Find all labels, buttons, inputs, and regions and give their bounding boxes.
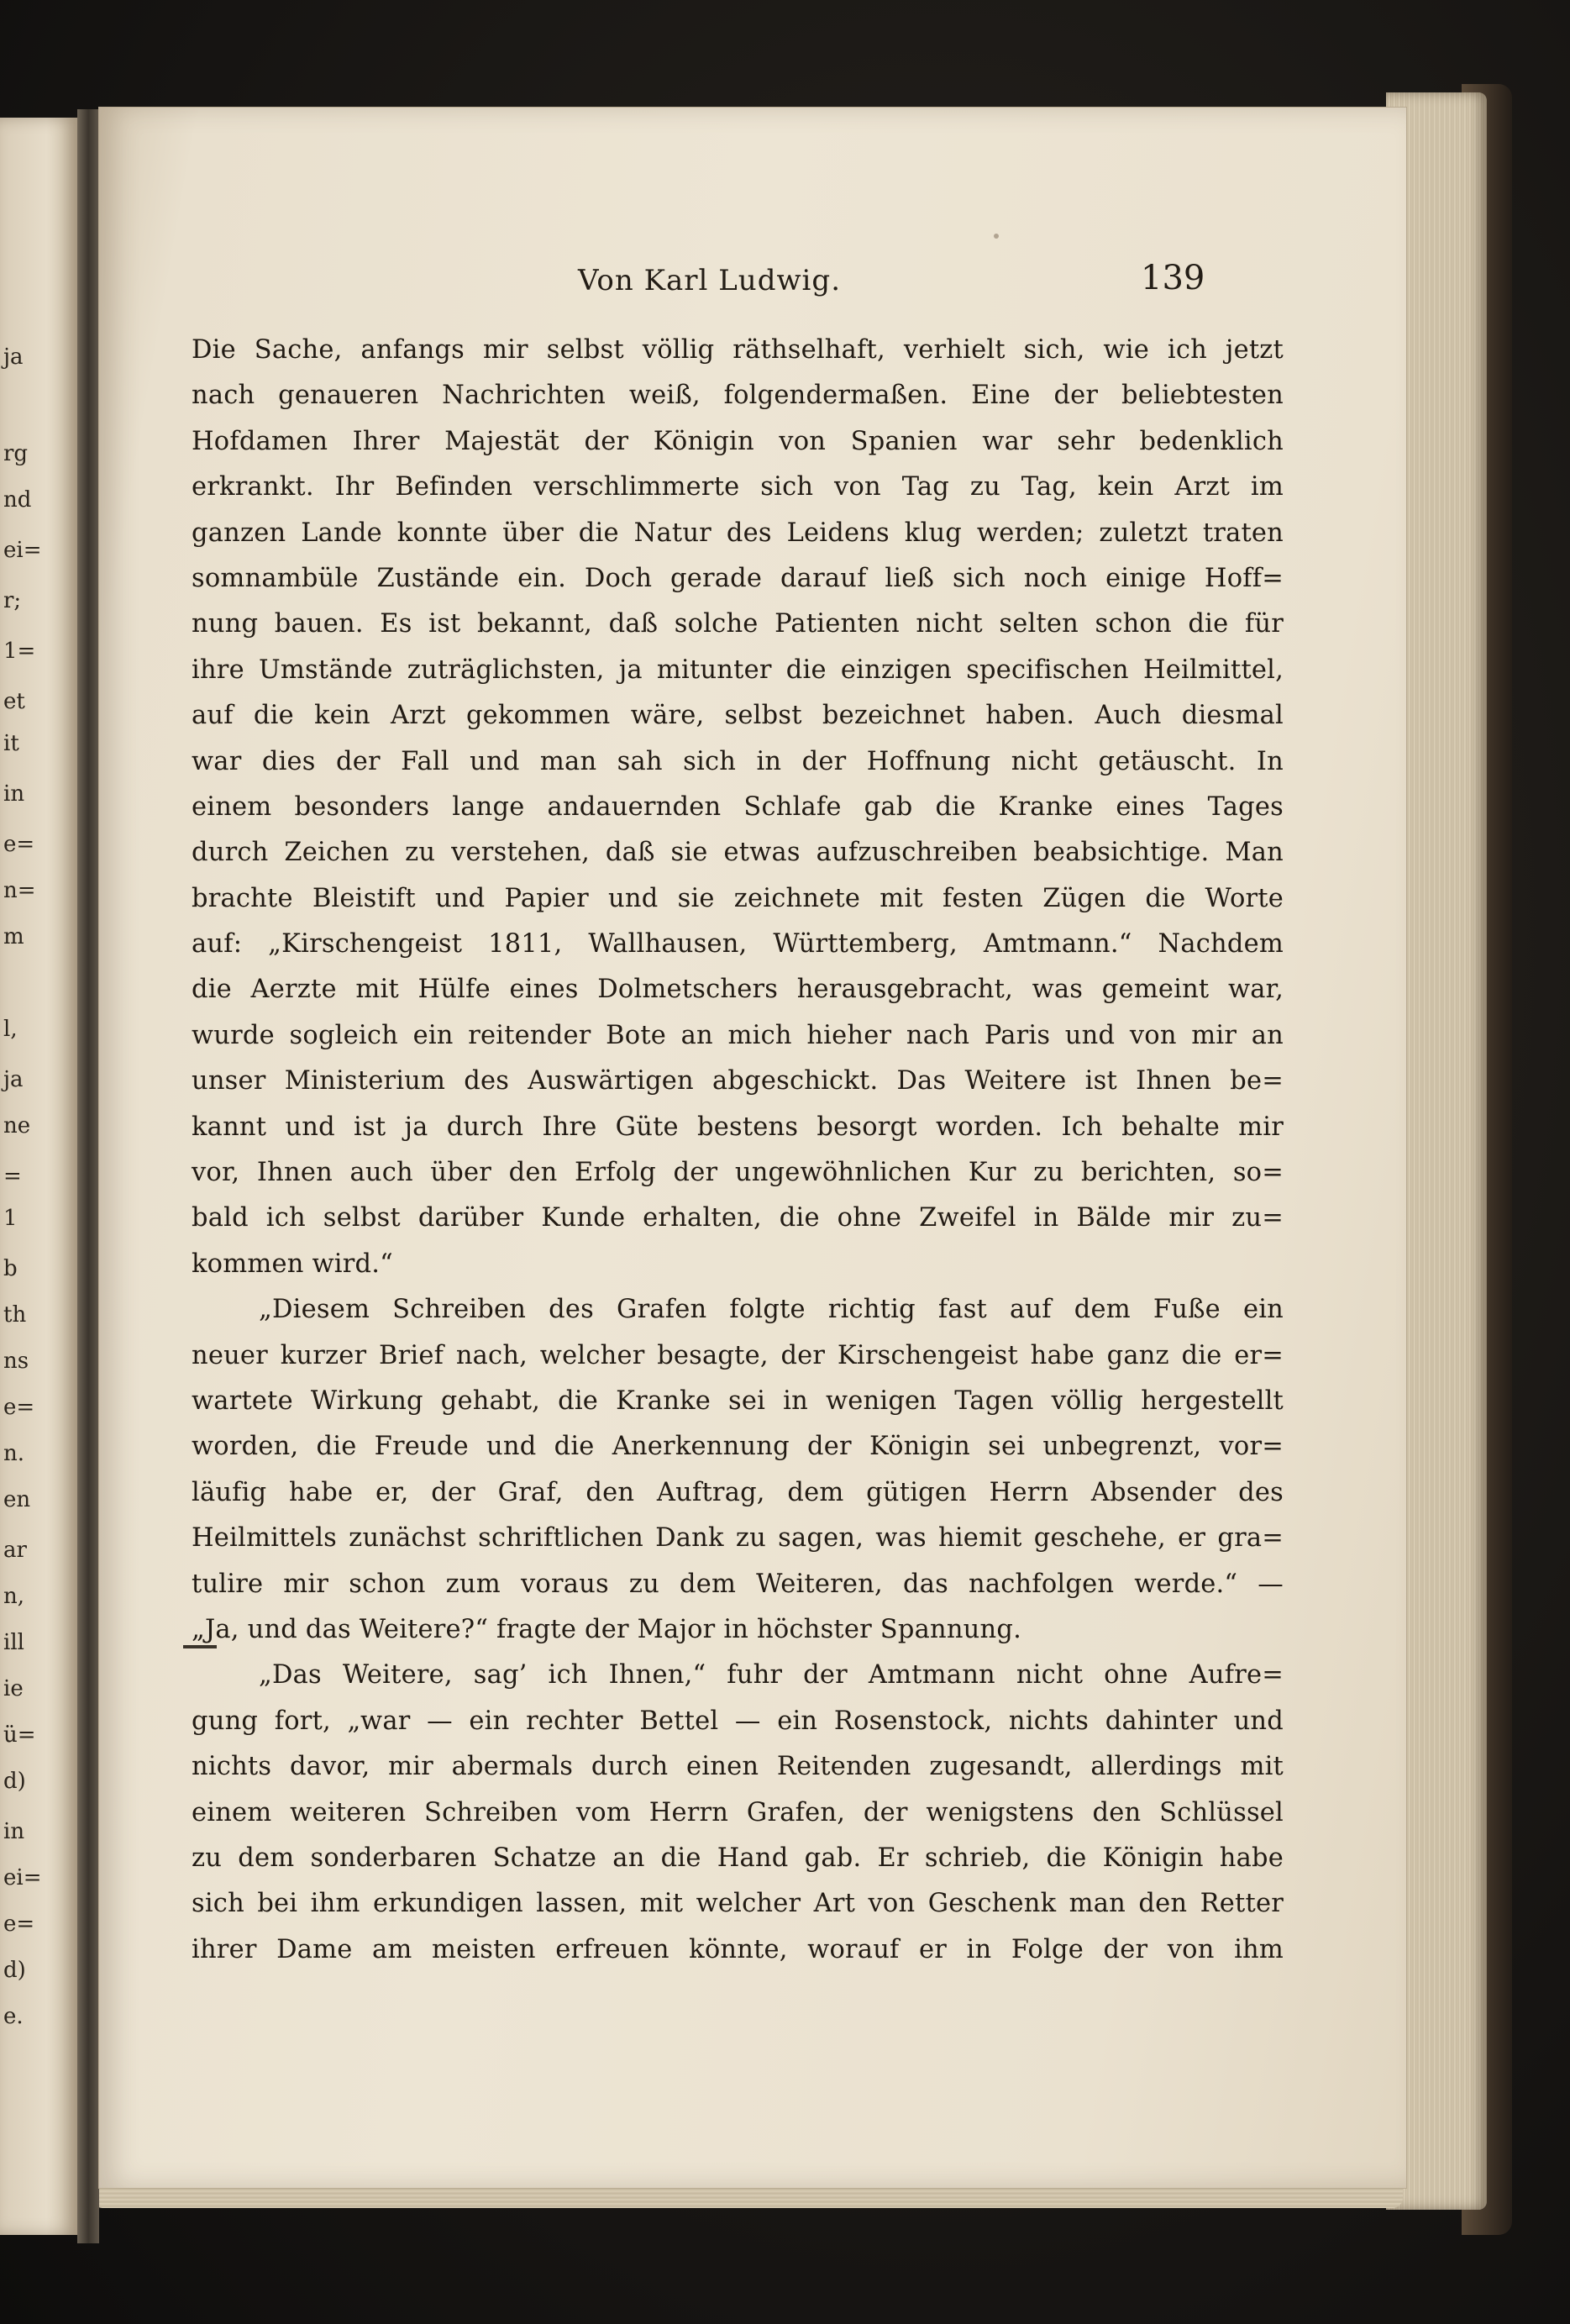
left-fragment: n. xyxy=(3,1441,25,1466)
body-text xyxy=(192,328,1284,1973)
left-fragment: ei= xyxy=(3,1865,42,1890)
left-fragment: th xyxy=(3,1302,27,1328)
text-line: sich bei ihm erkundigen lassen, mit welcher Art von Geschenk man den Retter xyxy=(192,1889,1284,1919)
text-line: Heilmittels zunächst schriftlichen Dank zu sagen, was hiemit geschehe, er gra= xyxy=(192,1523,1284,1554)
text-line: nichts davor, mir abermals durch einen Reitenden zugesandt, allerdings mit xyxy=(192,1752,1284,1782)
text-line: auf: „Kirschengeist 1811, Wallhausen, Württemberg, Amtmann.“ Nachdem xyxy=(192,929,1284,960)
left-page-text-fragments xyxy=(3,118,76,2235)
text-line: wurde sogleich ein reitender Bote an mich hieher nach Paris und von mir an xyxy=(192,1020,1284,1050)
left-fragment: b xyxy=(3,1256,18,1281)
left-fragment: m xyxy=(3,924,24,949)
text-line: „Diesem Schreiben des Grafen folgte richtig fast auf dem Fuße ein xyxy=(259,1295,1284,1325)
text-line: durch Zeichen zu verstehen, daß sie etwas aufzuschreiben beabsichtige. Man xyxy=(192,838,1284,868)
text-line: einem weiteren Schreiben vom Herrn Grafen, der wenigstens den Schlüssel xyxy=(192,1797,1284,1827)
left-fragment: ne xyxy=(3,1113,31,1138)
left-fragment: l, xyxy=(3,1017,18,1042)
text-line: kommen wird.“ xyxy=(192,1249,393,1279)
left-fragment: ü= xyxy=(3,1722,36,1748)
text-line: nung bauen. Es ist bekannt, daß solche Patienten nicht selten schon die für xyxy=(192,609,1284,639)
page-number: 139 xyxy=(1141,259,1205,297)
text-line: gung fort, „war — ein rechter Bettel — ein Rosenstock, nichts dahinter und xyxy=(192,1706,1284,1736)
left-fragment: ja xyxy=(3,344,24,370)
text-line: ganzen Lande konnte über die Natur des Leidens klug werden; zuletzt traten xyxy=(192,518,1284,548)
text-line: bald ich selbst darüber Kunde erhalten, die ohne Zweifel in Bälde mir zu= xyxy=(192,1203,1284,1233)
text-line: zu dem sonderbaren Schatze an die Hand gab. Er schrieb, die Königin habe xyxy=(192,1843,1284,1873)
left-fragment: ar xyxy=(3,1538,27,1563)
text-line: auf die kein Arzt gekommen wäre, selbst bezeichnet haben. Auch diesmal xyxy=(192,701,1284,731)
text-line: vor, Ihnen auch über den Erfolg der ungewöhnlichen Kur zu berichten, so= xyxy=(192,1158,1284,1188)
left-fragment: ie xyxy=(3,1676,24,1701)
text-line: neuer kurzer Brief nach, welcher besagte, der Kirschengeist habe ganz die er= xyxy=(192,1340,1284,1370)
text-line: Hofdamen Ihrer Majestät der Königin von Spanien war sehr bedenklich xyxy=(192,426,1284,456)
text-line: war dies der Fall und man sah sich in der Hoffnung nicht getäuscht. In xyxy=(192,746,1284,776)
text-line: kannt und ist ja durch Ihre Güte bestens besorgt worden. Ich behalte mir xyxy=(192,1112,1284,1142)
text-line: einem besonders lange andauernden Schlafe gab die Kranke eines Tages xyxy=(192,791,1284,822)
text-line: „Ja, und das Weitere?“ fragte der Major in höchster Spannung. xyxy=(192,1614,1021,1644)
text-line: brachte Bleistift und Papier und sie zeichnete mit festen Zügen die Worte xyxy=(192,883,1284,913)
left-fragment: ns xyxy=(3,1349,29,1374)
left-fragment: rg xyxy=(3,441,29,466)
left-fragment: nd xyxy=(3,487,32,513)
text-line: nach genaueren Nachrichten weiß, folgendermaßen. Eine der beliebtesten xyxy=(192,381,1284,411)
left-fragment: in xyxy=(3,781,25,807)
text-line: ihre Umstände zuträglichsten, ja mitunter die einzigen specifischen Heilmittel, xyxy=(192,655,1284,685)
left-fragment: e. xyxy=(3,2004,24,2029)
left-fragment: en xyxy=(3,1487,31,1512)
left-fragment: et xyxy=(3,689,25,714)
text-line: die Aerzte mit Hülfe eines Dolmetschers herausgebracht, was gemeint war, xyxy=(192,975,1284,1005)
running-head-title: Von Karl Ludwig. xyxy=(578,264,842,297)
text-line: erkrankt. Ihr Befinden verschlimmerte sich von Tag zu Tag, kein Arzt im xyxy=(192,472,1284,502)
text-line: unser Ministerium des Auswärtigen abgeschickt. Das Weitere ist Ihnen be= xyxy=(192,1066,1284,1096)
text-line: ihrer Dame am meisten erfreuen könnte, worauf er in Folge der von ihm xyxy=(192,1934,1284,1964)
left-fragment: e= xyxy=(3,1911,35,1937)
left-fragment: e= xyxy=(3,832,35,857)
left-fragment: ei= xyxy=(3,538,42,563)
page-smudge xyxy=(994,234,999,239)
text-line: Die Sache, anfangs mir selbst völlig räthselhaft, verhielt sich, wie ich jetzt xyxy=(192,335,1284,365)
left-fragment: d) xyxy=(3,1769,26,1794)
left-fragment: 1 xyxy=(3,1206,18,1231)
left-facing-page xyxy=(0,118,80,2235)
text-line: läufig habe er, der Graf, den Auftrag, dem gütigen Herrn Absender des xyxy=(192,1477,1284,1507)
left-fragment: 1= xyxy=(3,639,36,664)
left-fragment: ill xyxy=(3,1630,24,1655)
left-fragment: n= xyxy=(3,878,36,903)
left-fragment: in xyxy=(3,1819,25,1844)
left-fragment: n, xyxy=(3,1584,25,1609)
book-gutter xyxy=(77,109,99,2243)
left-fragment: ja xyxy=(3,1067,24,1092)
text-line: „Das Weitere, sag’ ich Ihnen,“ fuhr der Amtmann nicht ohne Aufre= xyxy=(259,1660,1284,1690)
book-page xyxy=(99,108,1406,2188)
left-fragment: it xyxy=(3,731,19,756)
text-line: worden, die Freude und die Anerkennung der Königin sei unbegrenzt, vor= xyxy=(192,1432,1284,1462)
left-fragment: d) xyxy=(3,1958,26,1983)
text-line: wartete Wirkung gehabt, die Kranke sei in wenigen Tagen völlig hergestellt xyxy=(192,1385,1284,1416)
left-fragment: = xyxy=(3,1164,22,1189)
left-fragment: r; xyxy=(3,588,22,613)
running-head xyxy=(99,259,1406,309)
text-line: somnambüle Zustände ein. Doch gerade darauf ließ sich noch einige Hoff= xyxy=(192,563,1284,593)
left-fragment: e= xyxy=(3,1395,35,1420)
text-line: tulire mir schon zum voraus zu dem Weiteren, das nachfolgen werde.“ — xyxy=(192,1569,1284,1599)
